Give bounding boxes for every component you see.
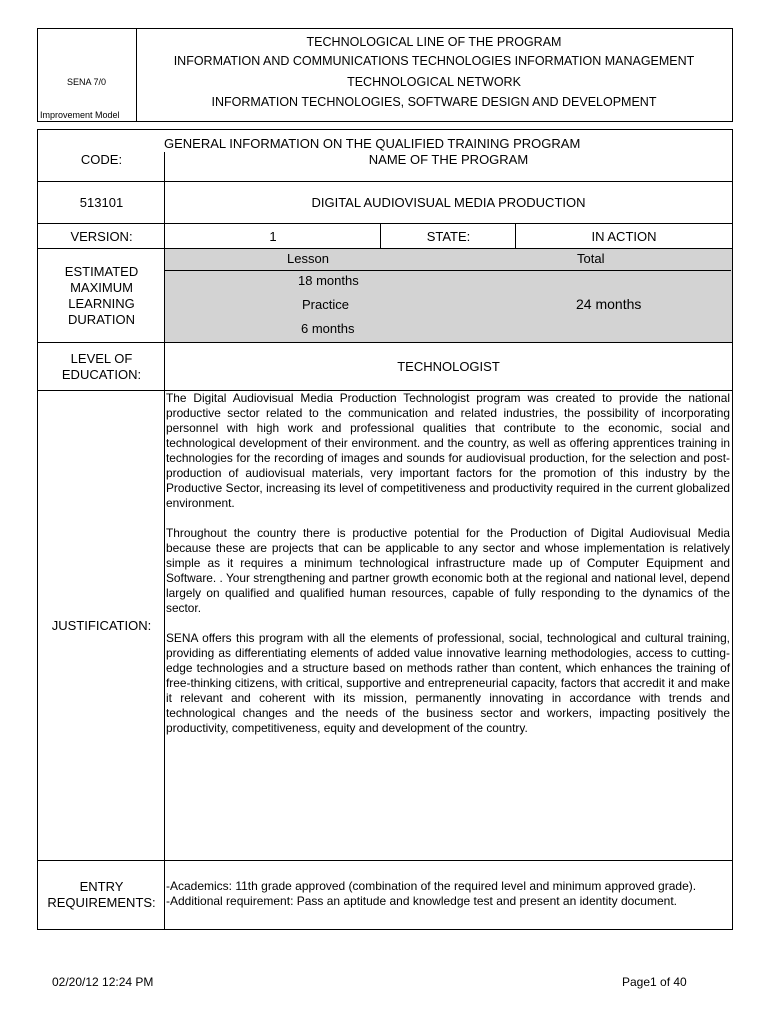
level-label: LEVEL OF EDUCATION: — [38, 342, 165, 390]
version-value: 1 — [164, 223, 381, 248]
main-table — [37, 129, 733, 930]
justification-label: JUSTIFICATION: — [38, 390, 165, 860]
program-name-label: NAME OF THE PROGRAM — [164, 152, 732, 181]
header-line-3: TECHNOLOGICAL NETWORK — [347, 75, 521, 89]
duration-block — [164, 248, 732, 342]
duration-divider — [165, 270, 731, 271]
entry-line-academics: -Academics: 11th grade approved (combination of the required level and minimum approved grade). — [166, 879, 697, 893]
footer-datetime: 02/20/12 12:24 PM — [52, 975, 154, 989]
state-label: STATE: — [380, 223, 516, 248]
table-title: GENERAL INFORMATION ON THE QUALIFIED TRAINING PROGRAM — [164, 136, 581, 151]
lesson-label: Lesson — [287, 251, 329, 266]
footer-page-number: Page1 of 40 — [622, 975, 687, 989]
practice-label: Practice — [302, 297, 349, 312]
code-value: 513101 — [38, 181, 165, 223]
code-label: CODE: — [80, 152, 123, 167]
entry-requirements — [164, 860, 732, 929]
entry-label: ENTRY REQUIREMENTS: — [38, 860, 165, 929]
program-name-value: DIGITAL AUDIOVISUAL MEDIA PRODUCTION — [164, 181, 732, 223]
lesson-value: 18 months — [298, 273, 359, 288]
total-label: Total — [577, 251, 605, 266]
header-model-label: Improvement Model — [40, 110, 120, 120]
justification-text — [164, 390, 732, 860]
state-value: IN ACTION — [515, 223, 732, 248]
level-value: TECHNOLOGIST — [164, 342, 732, 390]
justification-paragraph: SENA offers this program with all the elements of professional, social, technological and cultural training, providing as differentiating elements of added value innovative learning methodologies, access to cutting-edge technologies and a structure based on methods rather than content, which enhances the training of free-thinking citizens, with critical, supportive and entrepreneurial capacity, factors that accredit it and make it relevant and coherent with its mission, permanently innovating in accordance with trends and technological changes and the needs of the business sector and workers, impacting positively the productivity, competitiveness, equity and development of the country. — [166, 631, 730, 735]
total-value: 24 months — [576, 296, 642, 312]
justification-paragraph: The Digital Audiovisual Media Production Technologist program was created to provide the national productive sector related to the communication and related industries, the possibility of incorporating personnel with high work and professional qualities that contribute to the economic, social and technological development of their environment. and the country, as well as offering apprentices training in technologies for the recording of images and sounds for audiovisual production, for the selection and post-production of audiovisual materials, very important factors for the promotion of this industry by the Productive Sector, increasing its level of competitiveness and productivity required in the current globalized environment. — [166, 391, 730, 510]
practice-value: 6 months — [301, 321, 355, 336]
header-code-label: SENA 7/0 — [66, 77, 107, 87]
justification-paragraph: Throughout the country there is productive potential for the Production of Digital Audiovisual Media because these are projects that can be applicable to any sector and whose implementation is relatively simple as it requires a minimum technological infrastructure made up of Computer Equipment and Software. . Your strengthening and partner growth economic both at the regional and national level, depend largely on qualified and qualified human resources, capable of fully responding to the dynamics of the sector. — [166, 526, 730, 615]
version-label: VERSION: — [38, 223, 165, 248]
header-line-1: TECHNOLOGICAL LINE OF THE PROGRAM — [306, 35, 562, 49]
header-line-4: INFORMATION TECHNOLOGIES, SOFTWARE DESIGN AND DEVELOPMENT — [211, 95, 657, 109]
header-line-2: INFORMATION AND COMMUNICATIONS TECHNOLOGIES INFORMATION MANAGEMENT — [173, 54, 695, 68]
duration-label: ESTIMATED MAXIMUM LEARNING DURATION — [38, 248, 165, 342]
entry-line-additional: -Additional requirement: Pass an aptitude and knowledge test and present an identity document. — [166, 894, 677, 908]
